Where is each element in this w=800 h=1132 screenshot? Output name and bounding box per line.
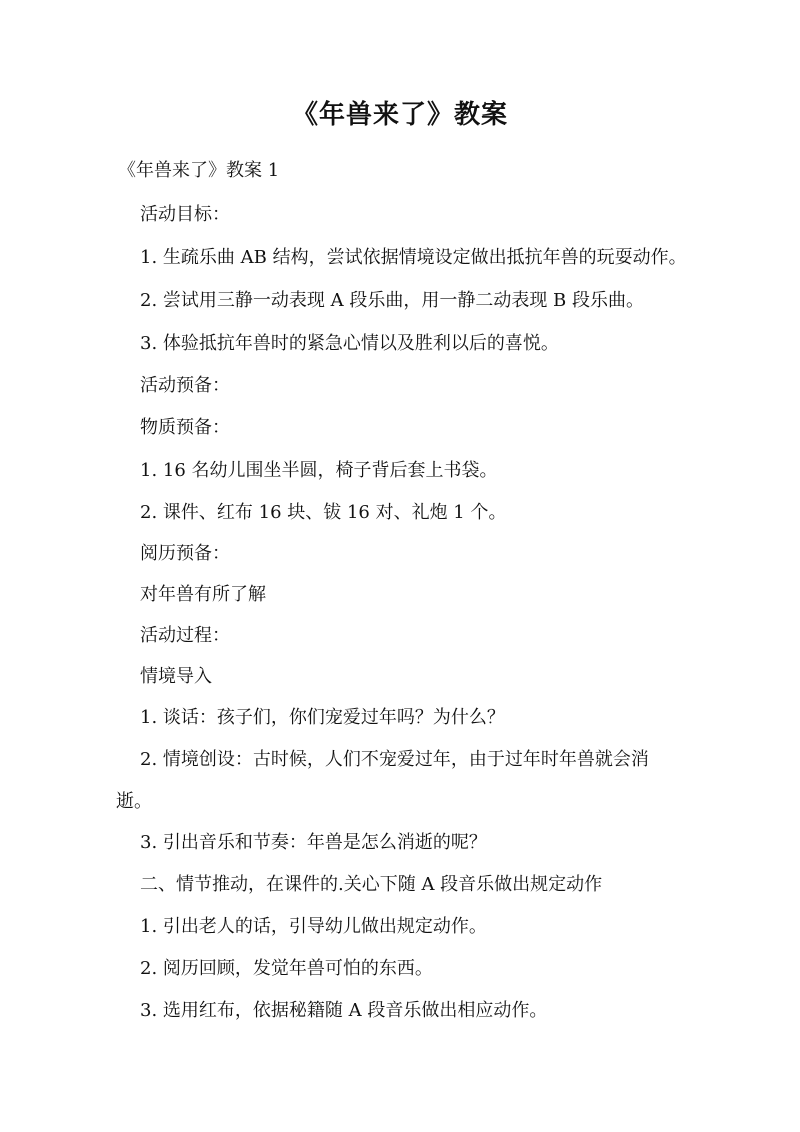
paragraph-line: 2. 课件、红布 16 块、钹 16 对、礼炮 1 个。 [140,502,507,523]
paragraph-line: 2. 尝试用三静一动表现 A 段乐曲，用一静二动表现 B 段乐曲。 [140,290,645,311]
paragraph-line: 物质预备： [140,417,230,438]
paragraph-line: 3. 选用红布，依据秘籍随 A 段音乐做出相应动作。 [140,1000,548,1021]
paragraph-line: 活动目标： [140,204,230,225]
paragraph-line: 阅历预备： [140,543,230,564]
paragraph-line: 3. 体验抵抗年兽时的紧急心情以及胜利以后的喜悦。 [140,333,559,354]
paragraph-line: 1. 16 名幼儿围坐半圆，椅子背后套上书袋。 [140,460,498,481]
paragraph-line: 1. 引出老人的话，引导幼儿做出规定动作。 [140,916,487,937]
paragraph-line: 情境导入 [140,666,212,687]
paragraph-line: 活动预备： [140,375,230,396]
paragraph-line: 二、情节推动，在课件的.关心下随 A 段音乐做出规定动作 [140,874,603,895]
paragraph-line: 1. 谈话：孩子们，你们宠爱过年吗？为什么？ [140,707,505,728]
paragraph-line: 2. 情境创设：古时候，人们不宠爱过年，由于过年时年兽就会消 [140,749,649,770]
paragraph-line: 1. 生疏乐曲 AB 结构，尝试依据情境设定做出抵抗年兽的玩耍动作。 [140,247,687,268]
document-title: 《年兽来了》教案 [291,100,508,130]
paragraph-line: 对年兽有所了解 [140,584,266,605]
paragraph-line: 活动过程： [140,625,230,646]
paragraph-line: 《年兽来了》教案 1 [118,160,280,181]
paragraph-line: 3. 引出音乐和节奏：年兽是怎么消逝的呢？ [140,832,487,853]
paragraph-line: 2. 阅历回顾，发觉年兽可怕的东西。 [140,958,433,979]
paragraph-line: 逝。 [116,791,152,812]
